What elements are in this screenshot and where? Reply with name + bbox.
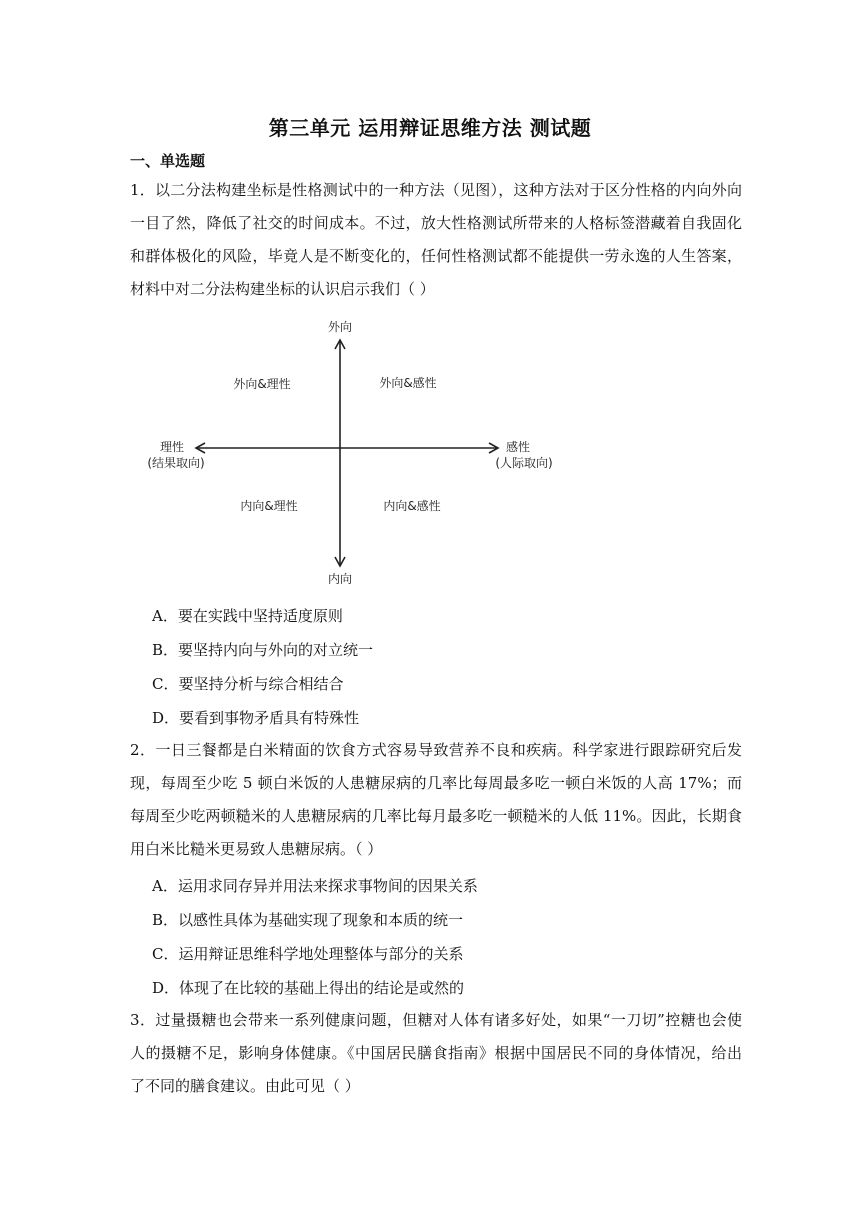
question-1-option-d[interactable]: D．要看到事物矛盾具有特殊性 bbox=[152, 709, 360, 727]
question-2-line: 2．一日三餐都是白米精面的饮食方式容易导致营养不良和疾病。科学家进行跟踪研究后发 bbox=[130, 741, 742, 759]
quadrant-bottom-right: 内向&感性 bbox=[383, 499, 441, 513]
question-2-line: 每周至少吃两顿糙米的人患糖尿病的几率比每月最多吃一顿糙米的人低 11%。因此，长期食 bbox=[130, 807, 742, 825]
question-3-stem bbox=[130, 1004, 742, 1103]
question-2-option-a[interactable]: A．运用求同存异并用法来探求事物间的因果关系 bbox=[152, 877, 478, 895]
question-1-option-a[interactable]: A．要在实践中坚持适度原则 bbox=[152, 607, 343, 625]
quadrant-bottom-left: 内向&理性 bbox=[240, 499, 298, 513]
question-1-line: 1．以二分法构建坐标是性格测试中的一种方法（见图），这种方法对于区分性格的内向外向 bbox=[130, 181, 742, 199]
question-1-line: 和群体极化的风险，毕竟人是不断变化的，任何性格测试都不能提供一劳永逸的人生答案， bbox=[130, 247, 742, 265]
section-heading: 一、单选题 bbox=[130, 152, 206, 170]
question-2-option-c[interactable]: C．运用辩证思维科学地处理整体与部分的关系 bbox=[152, 945, 464, 963]
question-1-option-b[interactable]: B．要坚持内向与外向的对立统一 bbox=[152, 641, 374, 659]
axis-label-top: 外向 bbox=[327, 320, 353, 334]
question-1-stem bbox=[130, 174, 742, 306]
question-3-line: 3．过量摄糖也会带来一系列健康问题，但糖对人体有诸多好处，如果“一刀切”控糖也会使 bbox=[130, 1011, 742, 1029]
axis-label-bottom: 内向 bbox=[327, 572, 353, 586]
question-2-option-b[interactable]: B．以感性具体为基础实现了现象和本质的统一 bbox=[152, 911, 464, 929]
question-2-option-d[interactable]: D．体现了在比较的基础上得出的结论是或然的 bbox=[152, 979, 465, 997]
axis-label-left: 理性 bbox=[159, 440, 185, 454]
personality-quadrant-diagram bbox=[140, 318, 560, 590]
question-1-line: 材料中对二分法构建坐标的认识启示我们（ ） bbox=[130, 280, 435, 298]
question-2-stem bbox=[130, 734, 742, 866]
question-3-line: 人的摄糖不足，影响身体健康。《中国居民膳食指南》根据中国居民不同的身体情况，给出 bbox=[130, 1044, 742, 1062]
axis-label-left-sub: (结果取向) bbox=[147, 456, 205, 470]
question-1-option-c[interactable]: C．要坚持分析与综合相结合 bbox=[152, 675, 344, 693]
quadrant-top-left: 外向&理性 bbox=[233, 377, 291, 391]
question-2-line: 现，每周至少吃 5 顿白米饭的人患糖尿病的几率比每周最多吃一顿白米饭的人高 17%；而 bbox=[130, 774, 742, 792]
axis-label-right: 感性 bbox=[505, 440, 531, 454]
question-1-line: 一目了然，降低了社交的时间成本。不过，放大性格测试所带来的人格标签潜藏着自我固化 bbox=[130, 214, 742, 232]
axis-label-right-sub: (人际取向) bbox=[495, 456, 553, 470]
page-title: 第三单元 运用辩证思维方法 测试题 bbox=[268, 116, 592, 140]
quadrant-top-right: 外向&感性 bbox=[379, 376, 437, 390]
question-2-line: 用白米比糙米更易致人患糖尿病。（ ） bbox=[130, 840, 383, 858]
question-3-line: 了不同的膳食建议。由此可见（ ） bbox=[130, 1077, 360, 1095]
